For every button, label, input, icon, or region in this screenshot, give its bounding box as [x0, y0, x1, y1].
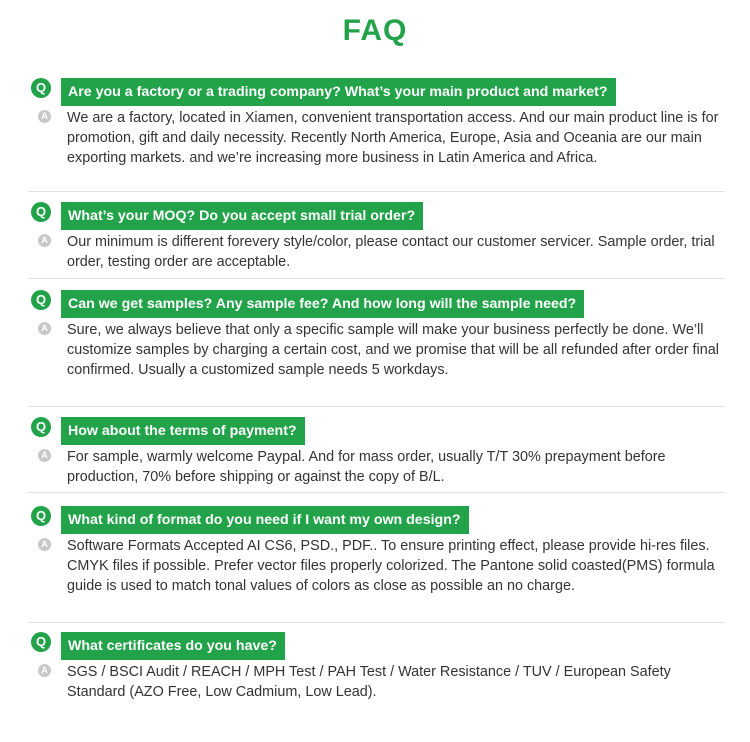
- answer-icon: A: [38, 234, 51, 247]
- divider: [28, 492, 725, 493]
- question-label: Are you a factory or a trading company? What’s your main product and market?: [61, 78, 616, 106]
- faq-item: [28, 78, 725, 168]
- answer-icon: A: [38, 538, 51, 551]
- faq-item: [28, 202, 725, 272]
- answer-icon: A: [38, 322, 51, 335]
- question-label: What’s your MOQ? Do you accept small trial order?: [61, 202, 423, 230]
- question-icon: Q: [31, 290, 51, 310]
- divider: [28, 278, 725, 279]
- answer-row: [28, 232, 725, 272]
- question-row: [28, 417, 725, 445]
- divider: [28, 622, 725, 623]
- answer-icon: A: [38, 110, 51, 123]
- question-row: [28, 290, 725, 318]
- question-label: What certificates do you have?: [61, 632, 285, 660]
- question-icon: Q: [31, 632, 51, 652]
- answer-row: [28, 536, 725, 596]
- answer-row: [28, 447, 725, 487]
- question-row: [28, 202, 725, 230]
- faq-item: [28, 290, 725, 380]
- question-row: [28, 78, 725, 106]
- question-label: What kind of format do you need if I want my own design?: [61, 506, 469, 534]
- question-row: [28, 632, 725, 660]
- answer-icon: A: [38, 664, 51, 677]
- answer-row: [28, 108, 725, 168]
- answer-text: Sure, we always believe that only a specific sample will make your business perfectly be done. We’ll customize samples by charging a certain cost, and we promise that will be all refunded after order final confirmed. Usually a customized sample needs 5 workdays.: [67, 322, 719, 378]
- answer-text: We are a factory, located in Xiamen, convenient transportation access. And our main product line is for promotion, gift and daily necessity. Recently North America, Europe, Asia and Oceania are our main exporting markets. and we’re increasing more business in Latin America and Africa.: [67, 110, 719, 166]
- faq-item: [28, 417, 725, 487]
- faq-item: [28, 632, 725, 702]
- divider: [28, 406, 725, 407]
- question-icon: Q: [31, 506, 51, 526]
- question-row: [28, 506, 725, 534]
- answer-text: For sample, warmly welcome Paypal. And for mass order, usually T/T 30% prepayment before production, 70% before shipping or against the copy of B/L.: [67, 449, 666, 485]
- question-label: Can we get samples? Any sample fee? And how long will the sample need?: [61, 290, 584, 318]
- question-icon: Q: [31, 78, 51, 98]
- question-label: How about the terms of payment?: [61, 417, 305, 445]
- answer-icon: A: [38, 449, 51, 462]
- answer-text: SGS / BSCI Audit / REACH / MPH Test / PAH Test / Water Resistance / TUV / European Safety Standard (AZO Free, Low Cadmium, Low Lead).: [67, 664, 671, 700]
- answer-row: [28, 662, 725, 702]
- answer-text: Software Formats Accepted AI CS6, PSD., PDF.. To ensure printing effect, please provide hi-res files. CMYK files if possible. Prefer vector files properly colorized. The Pantone solid coasted(PMS) formula guide is used to match tonal values of colors as close as possible an no charge.: [67, 538, 715, 594]
- question-icon: Q: [31, 202, 51, 222]
- page-title: FAQ: [342, 14, 408, 47]
- answer-row: [28, 320, 725, 380]
- divider: [28, 191, 725, 192]
- faq-item: [28, 506, 725, 596]
- answer-text: Our minimum is different forevery style/color, please contact our customer servicer. Sample order, trial order, testing order are acceptable.: [67, 234, 715, 270]
- question-icon: Q: [31, 417, 51, 437]
